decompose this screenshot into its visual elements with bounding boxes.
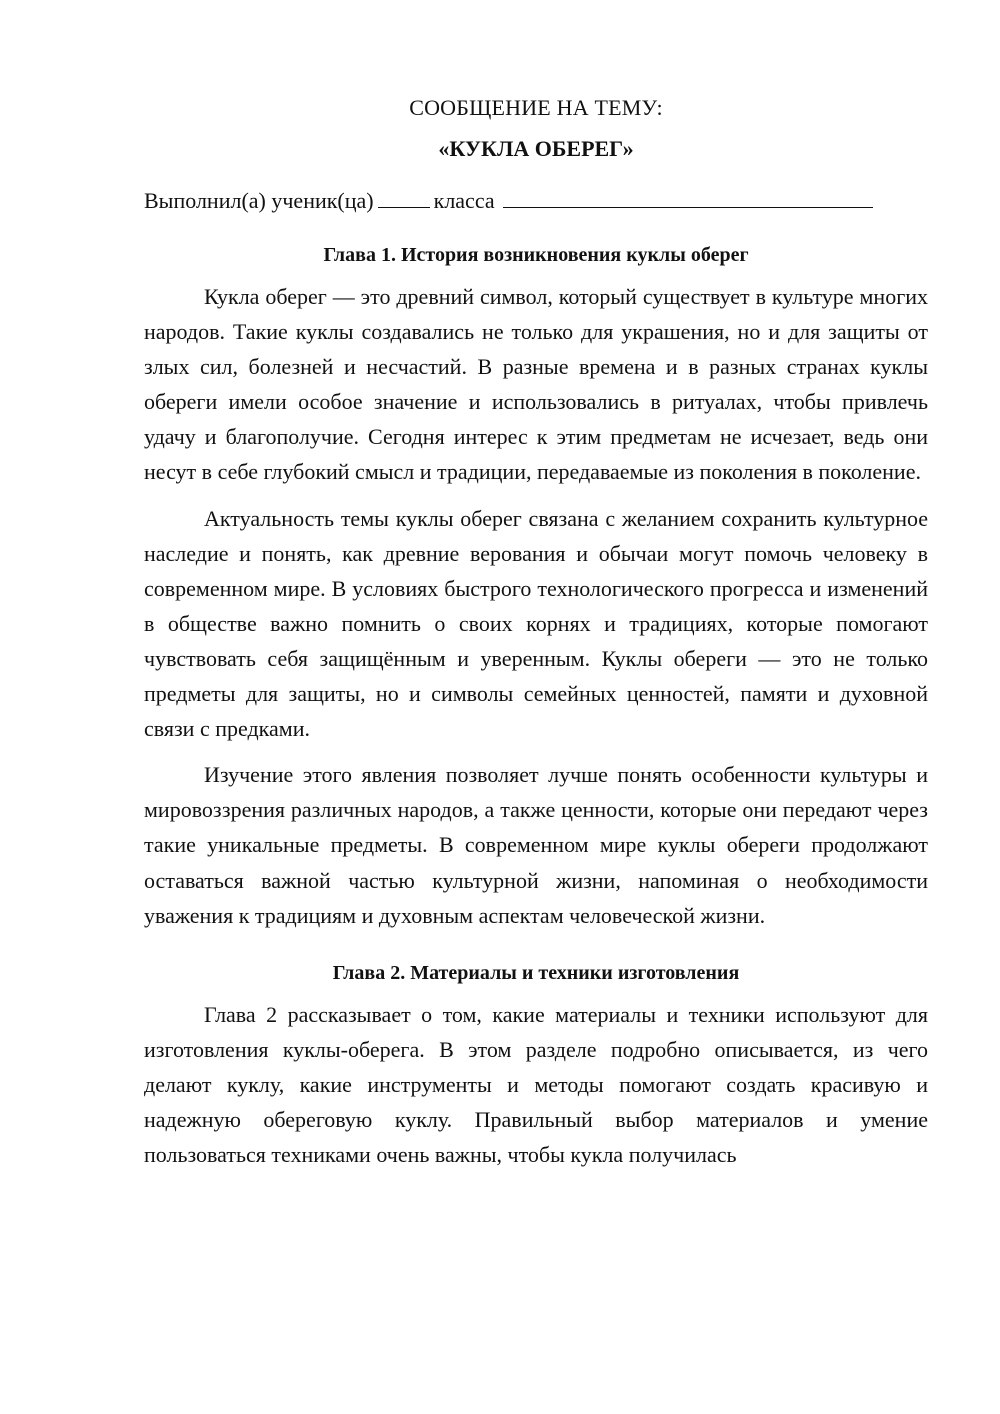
chapter-1-paragraph-1: Кукла оберег — это древний символ, который существует в культуре многих народов. Такие куклы создавались не только для украшения, но и для защиты от злых сил, болезней и несчастий. В разные времена и в разных странах куклы обереги имели особое значение и использовались в ритуалах, чтобы привлечь удачу и благополучие. Сегодня интерес к этим предметам не исчезает, ведь они несут в себе глубокий смысл и традиции, передаваемые из поколения в поколение. [144,284,928,485]
author-line-prefix: Выполнил(а) ученик(ца) [144,188,374,213]
chapter-1-paragraph-2: Актуальность темы куклы оберег связана с желанием сохранить культурное наследие и понять, как древние верования и обычаи могут помочь человеку в современном мире. В условиях быстрого технологического прогресса и изменений в обществе важно помнить о своих корнях и традициях, которые помогают чувствовать себя защищённым и уверенным. Куклы обереги — это не только предметы для защиты, но и символы семейных ценностей, памяти и духовной связи с предками. [144,505,928,742]
chapter-1-paragraph-3: Изучение этого явления позволяет лучше понять особенности культуры и мировоззрения различных народов, а также ценности, которые они передают через такие уникальные предметы. В современном мире куклы обереги продолжают оставаться важной частью культурной жизни, напоминая о необходимости уважения к традициям и духовным аспектам человеческой жизни. [144,762,928,928]
chapter-1-heading: Глава 1. История возникновения куклы оберег [323,244,749,266]
class-number-blank [378,185,430,208]
author-line-middle: класса [433,188,495,213]
document-title: СООБЩЕНИЕ НА ТЕМУ: [409,95,663,120]
chapter-2-paragraph-1: Глава 2 рассказывает о том, какие материалы и техники используют для изготовления куклы-оберега. В этом разделе подробно описывается, из чего делают куклу, какие инструменты и методы помогают создать красивую и надежную обереговую куклу. Правильный выбор материалов и умение пользоваться техниками очень важны, чтобы кукла получилась [144,1001,928,1168]
document-page [144,92,928,1183]
author-line [144,185,928,217]
document-subtitle: «КУКЛА ОБЕРЕГ» [438,136,634,161]
chapter-2-heading: Глава 2. Материалы и техники изготовления [332,961,740,984]
student-name-blank [503,185,873,208]
